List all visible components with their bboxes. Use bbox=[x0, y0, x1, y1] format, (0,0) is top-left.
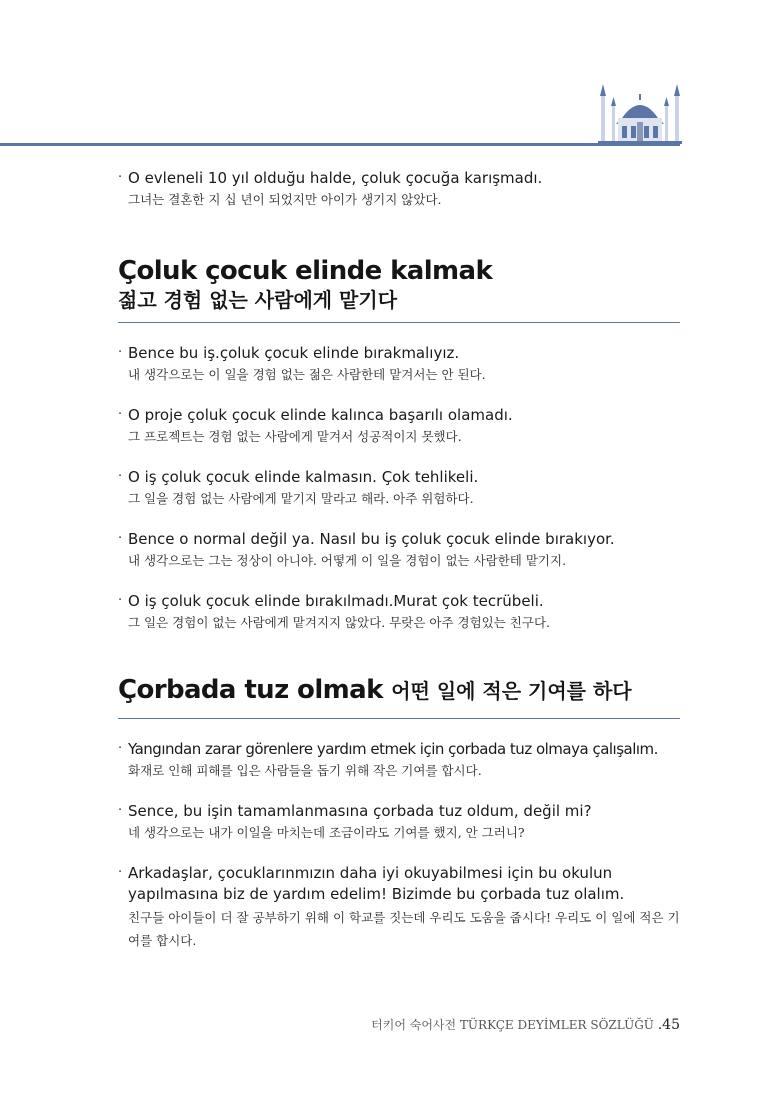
example-item: · O evleneli 10 yıl olduğu halde, çoluk çocuğa karışmadı. 그녀는 결혼한 지 십 년이 되었지만 아이가 생기지 않았다. bbox=[118, 168, 680, 210]
entry-divider bbox=[118, 718, 680, 719]
example-turkish: Bence o normal değil ya. Nasıl bu iş çoluk çocuk elinde bırakıyor. bbox=[128, 530, 615, 548]
example-item: · Bence bu iş.çoluk çocuk elinde bırakmalıyız. 내 생각으로는 이 일을 경험 없는 젊은 사람한테 맡겨서는 안 된다. bbox=[118, 343, 680, 385]
example-korean: 화재로 인해 피해를 입은 사람들을 돕기 위해 작은 기여를 합시다. bbox=[128, 763, 482, 778]
page-footer bbox=[371, 1016, 680, 1033]
example-turkish: O evleneli 10 yıl olduğu halde, çoluk çocuğa karışmadı. bbox=[128, 169, 543, 187]
idiom-entry bbox=[118, 675, 680, 952]
example-item: · Bence o normal değil ya. Nasıl bu iş çoluk çocuk elinde bırakıyor. 내 생각으로는 그는 정상이 아니야. 어떻게 이 일을 경험이 없는 사람한테 맡기지. bbox=[118, 529, 680, 571]
example-korean: 친구들 아이들이 더 잘 공부하기 위해 이 학교를 짓는데 우리도 도움을 줍시다! 우리도 이 일에 적은 기여를 합시다. bbox=[128, 910, 680, 948]
example-turkish: O proje çoluk çocuk elinde kalınca başarılı olamadı. bbox=[128, 406, 513, 424]
idiom-meaning: 어떤 일에 적은 기여를 하다 bbox=[391, 679, 632, 703]
example-korean: 그 일을 경험 없는 사람에게 맡기지 말라고 해라. 아주 위험하다. bbox=[128, 491, 474, 506]
example-item: · O iş çoluk çocuk elinde kalmasın. Çok tehlikeli. 그 일을 경험 없는 사람에게 맡기지 말라고 해라. 아주 위험하다. bbox=[118, 467, 680, 509]
example-korean: 네 생각으로는 내가 이일을 마치는데 조금이라도 기여를 했지, 안 그러니? bbox=[128, 825, 525, 840]
example-korean: 내 생각으로는 이 일을 경험 없는 젊은 사람한테 맡겨서는 안 된다. bbox=[128, 367, 486, 382]
idiom-title-line bbox=[118, 675, 680, 706]
example-korean: 그녀는 결혼한 지 십 년이 되었지만 아이가 생기지 않았다. bbox=[128, 192, 442, 207]
example-turkish: Bence bu iş.çoluk çocuk elinde bırakmalıyız. bbox=[128, 344, 460, 362]
example-korean: 그 일은 경험이 없는 사람에게 맡겨지지 않았다. 무랏은 아주 경험있는 친구다. bbox=[128, 615, 551, 630]
idiom-entry bbox=[118, 256, 680, 633]
example-item: · O iş çoluk çocuk elinde bırakılmadı.Murat çok tecrübeli. 그 일은 경험이 없는 사람에게 맡겨지지 않았다. 무랏은 아주 경험있는 친구다. bbox=[118, 591, 680, 633]
entry-divider bbox=[118, 322, 680, 323]
example-item: · Yangından zarar görenlere yardım etmek için çorbada tuz olmaya çalışalım. 화재로 인해 피해를 입은 사람들을 돕기 위해 작은 기여를 합시다. bbox=[118, 739, 680, 781]
idiom-title: Çorbada tuz olmak bbox=[118, 675, 383, 705]
example-item: · Arkadaşlar, çocuklarınmızın daha iyi okuyabilmesi için bu okulun yapılmasına biz de yardım edelim! Bizimde bu çorbada tuz olalım. 친구들 아이들이 더 잘 공부하기 위해 이 학교를 짓는데 우리도 도움을 줍시다! 우리도 이 일에 적은 기여를 합시다. bbox=[118, 863, 680, 952]
header-rule bbox=[0, 143, 680, 146]
example-korean: 내 생각으로는 그는 정상이 아니야. 어떻게 이 일을 경험이 없는 사람한테 맡기지. bbox=[128, 553, 567, 568]
example-turkish: O iş çoluk çocuk elinde kalmasın. Çok tehlikeli. bbox=[128, 468, 479, 486]
example-item: · Sence, bu işin tamamlanmasına çorbada tuz oldum, değil mi? 네 생각으로는 내가 이일을 마치는데 조금이라도 기여를 했지, 안 그러니? bbox=[118, 801, 680, 843]
example-turkish: O iş çoluk çocuk elinde bırakılmadı.Murat çok tecrübeli. bbox=[128, 592, 544, 610]
mosque-icon bbox=[598, 78, 682, 144]
idiom-title: Çoluk çocuk elinde kalmak bbox=[118, 256, 493, 286]
example-korean: 그 프로젝트는 경험 없는 사람에게 맡겨서 성공적이지 못했다. bbox=[128, 429, 462, 444]
dictionary-content bbox=[118, 168, 680, 952]
example-item: · O proje çoluk çocuk elinde kalınca başarılı olamadı. 그 프로젝트는 경험 없는 사람에게 맡겨서 성공적이지 못했다. bbox=[118, 405, 680, 447]
footer-title: 터키어 숙어사전 TÜRKÇE DEYİMLER SÖZLÜĞÜ bbox=[371, 1018, 654, 1032]
example-turkish: Sence, bu işin tamamlanmasına çorbada tuz oldum, değil mi? bbox=[128, 802, 592, 820]
idiom-meaning: 젊고 경험 없는 사람에게 맡기다 bbox=[118, 288, 398, 312]
example-turkish: Arkadaşlar, çocuklarınmızın daha iyi okuyabilmesi için bu okulun yapılmasına biz de yardım edelim! Bizimde bu çorbada tuz olalım. bbox=[128, 864, 625, 903]
example-turkish: Yangından zarar görenlere yardım etmek için çorbada tuz olmaya çalışalım. bbox=[128, 740, 658, 758]
page-number: .45 bbox=[657, 1017, 680, 1033]
